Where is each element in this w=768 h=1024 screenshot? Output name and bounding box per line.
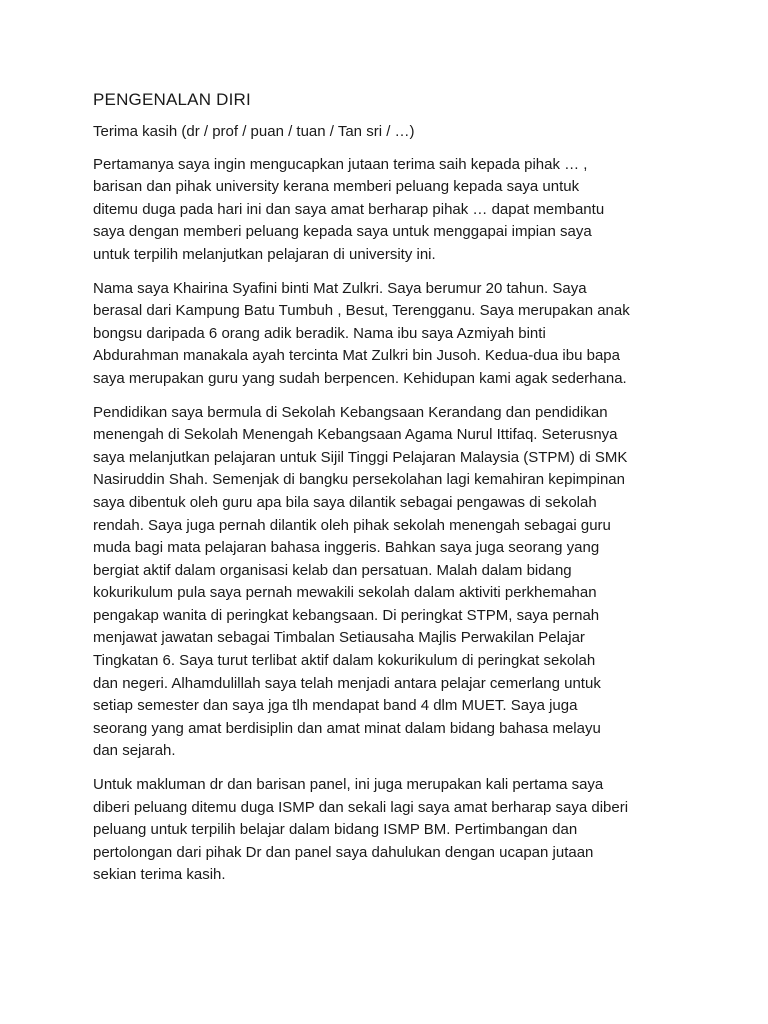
text-line: menengah di Sekolah Menengah Kebangsaan Agama Nurul Ittifaq. Seterusnya [93, 426, 618, 444]
text-line: peluang untuk terpilih belajar dalam bidang ISMP BM. Pertimbangan dan [93, 821, 578, 839]
text-line: rendah. Saya juga pernah dilantik oleh pihak sekolah menengah sebagai guru [93, 516, 611, 534]
text-line: saya merupakan guru yang sudah berpencen. Kehidupan kami agak sederhana. [93, 369, 627, 387]
text-line: Abdurahman manakala ayah tercinta Mat Zulkri bin Jusoh. Kedua-dua ibu bapa [93, 347, 620, 365]
text-line: Nama saya Khairina Syafini binti Mat Zulkri. Saya berumur 20 tahun. Saya [93, 279, 587, 297]
text-line: Nasiruddin Shah. Semenjak di bangku persekolahan lagi kemahiran kepimpinan [93, 471, 625, 489]
text-line: Tingkatan 6. Saya turut terlibat aktif dalam kokurikulum di peringkat sekolah [93, 652, 596, 670]
text-line: kokurikulum pula saya pernah mewakili sekolah dalam aktiviti perkhemahan [93, 584, 597, 602]
text-line: saya dengan memberi peluang kepada saya untuk menggapai impian saya [93, 223, 592, 241]
paragraph-closing [93, 774, 693, 887]
text-line: sekian terima kasih. [93, 866, 226, 884]
text-line: Pendidikan saya bermula di Sekolah Kebangsaan Kerandang dan pendidikan [93, 403, 608, 421]
text-line: dan sejarah. [93, 742, 176, 760]
text-line: saya dibentuk oleh guru apa bila saya dilantik sebagai pengawas di sekolah [93, 493, 597, 511]
paragraph-opening [93, 154, 693, 267]
text-line: pertolongan dari pihak Dr dan panel saya dahulukan dengan ucapan jutaan [93, 843, 594, 861]
text-line: diberi peluang ditemu duga ISMP dan sekali lagi saya amat berharap saya diberi [93, 798, 629, 816]
greeting-line: Terima kasih (dr / prof / puan / tuan / Tan sri / …) [93, 123, 415, 140]
text-line: barisan dan pihak university kerana memberi peluang kepada saya untuk [93, 178, 580, 196]
text-line: menjawat jawatan sebagai Timbalan Setiausaha Majlis Perwakilan Pelajar [93, 629, 585, 647]
text-line: seorang yang amat berdisiplin dan amat minat dalam bidang bahasa melayu [93, 719, 601, 737]
text-line: untuk terpilih melanjutkan pelajaran di university ini. [93, 245, 436, 263]
text-line: setiap semester dan saya jga tlh mendapat band 4 dlm MUET. Saya juga [93, 697, 578, 715]
text-line: dan negeri. Alhamdulillah saya telah menjadi antara pelajar cemerlang untuk [93, 674, 601, 692]
text-line: Pertamanya saya ingin mengucapkan jutaan terima saih kepada pihak … , [93, 155, 588, 173]
text-line: Untuk makluman dr dan barisan panel, ini juga merupakan kali pertama saya [93, 776, 604, 794]
text-line: ditemu duga pada hari ini dan saya amat berharap pihak … dapat membantu [93, 200, 605, 218]
document-page [93, 88, 693, 898]
text-line: pengakap wanita di peringkat kebangsaan. Di peringkat STPM, saya pernah [93, 606, 600, 624]
text-line: bongsu daripada 6 orang adik beradik. Nama ibu saya Azmiyah binti [93, 324, 546, 342]
document-title: PENGENALAN DIRI [93, 90, 251, 109]
text-line: berasal dari Kampung Batu Tumbuh , Besut, Terengganu. Saya merupakan anak [93, 302, 630, 320]
text-line: saya melanjutkan pelajaran untuk Sijil Tinggi Pelajaran Malaysia (STPM) di SMK [93, 448, 628, 466]
paragraph-education [93, 402, 693, 764]
text-line: muda bagi mata pelajaran bahasa inggeris. Bahkan saya juga seorang yang [93, 539, 600, 557]
paragraph-personal-info [93, 278, 693, 391]
text-line: bergiat aktif dalam organisasi kelab dan persatuan. Malah dalam bidang [93, 561, 572, 579]
